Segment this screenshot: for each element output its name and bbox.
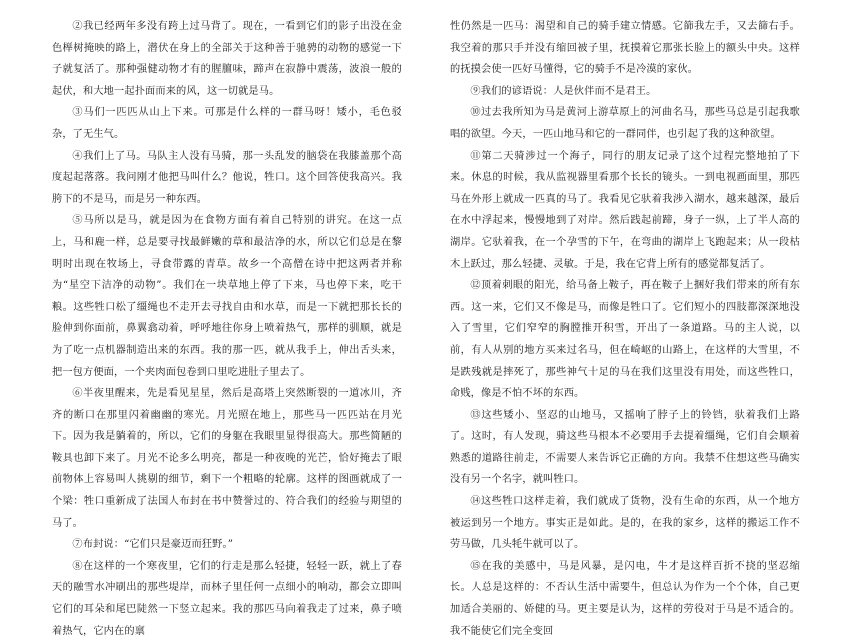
paragraph-8: ⑧在这样的一个寒夜里，它们的行走是那么轻捷，轻轻一跃，就上了春天的融雪水冲刷出的那些堤岸，而林子里任何一点细小的响动，都会立即叫它们的耳朵和尾巴陡然一下竖立起来。我的那匹马向着我走了过来，鼻子喷着热气，它内在的禀: [52, 560, 402, 637]
paragraph-7: ⑦布封说：“它们只是豪迈而狂野。”: [72, 539, 234, 551]
paragraph-9: ⑨我们的谚语说：人是伙伴而不是君王。: [470, 85, 657, 97]
left-column: [52, 16, 402, 642]
paragraph-5: ⑤马所以是马，就是因为在食物方面有着自己特别的讲究。在这一点上，马和鹿一样，总是要寻找最鲜嫩的草和最洁净的水，所以它们总是在黎明时出现在牧场上，寻食带露的青草。故乡一个高僧在诗中把这两者并称为“星空下洁净的动物”。我们在一块草地上停了下来，马也停下来，吃干粮。这些牲口松了缰绳也不走开去寻找自由和水草，而是一下就把那长长的脸伸到你面前，鼻翼翕动着，呼呼地往你身上喷着热气，那样的驯顺，就是为了吃一点机器制造出来的东西。我的那一匹，就从我手上，伸出舌头来，把一包方便面，一个夹肉面包卷到口里吃进肚子里去了。: [52, 215, 402, 378]
paragraph-12: ⑫顶着刺眼的阳光，给马备上鞍子，再在鞍子上捆好我们带来的所有东西。这一来，它们又不像是马，而像是牲口了。它们短小的四肢都深深地没入了雪里，它们窄窄的胸膛推开积雪，开出了一条道路。马的主人说，以前，有人从别的地方买来过名马，但在崎岖的山路上，在这样的大雪里，不是跌残就是摔死了，那些神气十足的马在我们这里没有用处，而这些牲口，命贱，像是不怕不坏的东西。: [450, 280, 800, 400]
paragraph-15: ⑮在我的美感中，马是风暴，是闪电，牛才是这样百折不挠的坚忍缩长。人总是这样的：不否认生活中需要牛，但总认为作为一个个体，自己更加适合美丽的、娇健的马。更主要是认为，这样的劳役对于马是不适合的。我不能使它们完全变回: [450, 560, 800, 637]
paragraph-2: ②我已经两年多没有跨上过马背了。现在，一看到它们的影子出没在金色榉树掩映的路上，潜伏在身上的全部关于这种善于驰骋的动物的感觉一下子就复活了。那种强健动物才有的腥膻味，蹄声在寂静中震荡，波浪一般的起伏，和大地一起扑面而来的风，这一切就是马。: [52, 21, 402, 97]
paragraph-3: ③马们一匹匹从山上下来。可那是什么样的一群马呀！矮小，毛色驳杂，了无生气。: [52, 107, 402, 140]
paragraph-10: ⑩过去我所知为马是黄河上游草原上的河曲名马，那些马总是引起我歌唱的欲望。今天，一匹山地马和它的一群同伴，也引起了我的这种欲望。: [450, 107, 800, 140]
paragraph-14: ⑭这些牲口这样走着，我们就成了货物，没有生命的东西，从一个地方被运到另一个地方。事实正是如此。是的，在我的家乡，这样的搬运工作不劳马做，几头牦牛就可以了。: [450, 496, 800, 551]
paragraph-11: ⑪第二天骑涉过一个海子，同行的朋友记录了这个过程完整地拍了下来。休息的时候，我从监视器里看那个长长的镜头。一到电视画面里，那匹马在外形上就成一匹真的马了。我看见它驮着我涉入湖水，越来越深，最后在水中浮起来，慢慢地到了对岸。然后践起前蹄，身子一纵，上了半人高的湖岸。它驮着我，在一个孕雪的下午，在弯曲的湖岸上飞跑起来；从一段枯木上跃过，那么轻捷、灵敏。于是，我在它背上所有的感觉都复活了。: [450, 150, 800, 270]
paragraph-8-continued: 性仍然是一匹马：渴望和自己的骑手建立情感。它篩我左手，又去篩右手。我空着的那只手并没有缩回被子里，抚摸着它那张长脸上的额头中央。这样的抚摸会使一匹好马懂得，它的骑手不是冷漠的家伙。: [450, 21, 800, 76]
paragraph-4: ④我们上了马。马队主人没有马骑，那一头乱发的脑袋在我膝盖那个高度起起落落。我问刚才他把马叫什么？他说，牲口。这个回答使我高兴。我胯下的不是马，而是另一种东西。: [52, 150, 402, 205]
paragraph-6: ⑥半夜里醒来，先是看见星星，然后是高塔上突然断裂的一道冰川，齐齐的断口在那里闪着幽幽的寒光。月光照在地上，那些马一匹匹站在月光下。因为我是躺着的，所以，它们的身躯在我眼里显得很高大。那些简陋的鞍具也卸下来了。月光不论多么明亮，都是一种夜晚的光芒，恰好掩去了眼前物体上容易叫人挑剔的细节，剩下一个粗略的轮廓。这样的图画就成了一个梁：牲口重新成了法国人布封在书中赞誉过的、符合我们的经验与期望的马了。: [52, 388, 402, 529]
right-column: [450, 16, 800, 642]
paragraph-13: ⑬这些矮小、坚忍的山地马，又摇响了脖子上的铃铛，驮着我们上路了。这时，有人发现，骑这些马根本不必要用手去提着缰绳，它们自会顺着熟悉的道路往前走，不需要人来告诉它正确的方向。我禁不住想这些马确实没有另一个名字，就叫牲口。: [450, 409, 800, 486]
